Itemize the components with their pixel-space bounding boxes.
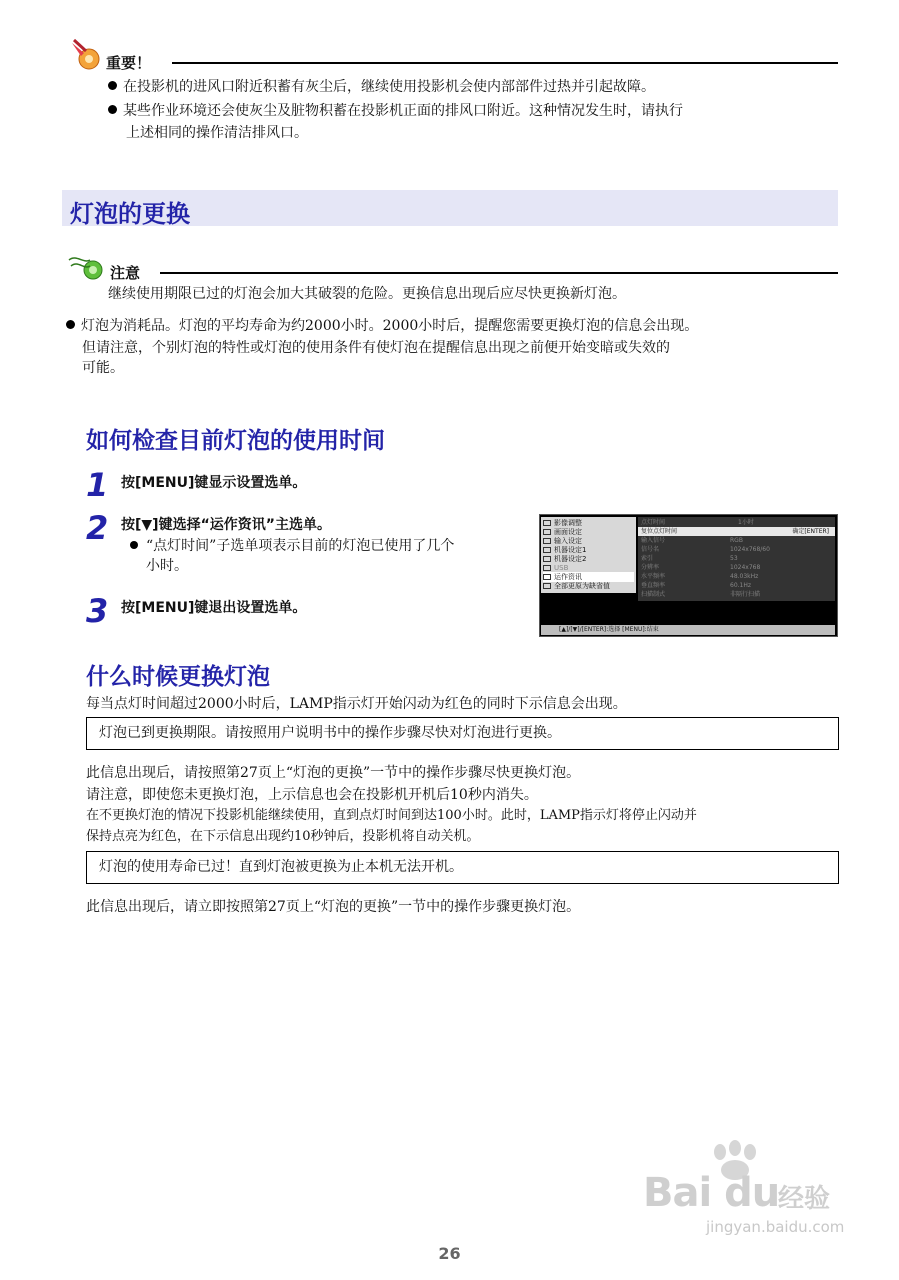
step-2-sub-1: “点灯时间”子选单项表示目前的灯泡已使用了几个: [130, 536, 454, 556]
menu-item: 机器设定2: [543, 554, 634, 564]
note-rule: [160, 272, 838, 274]
menu-detail-row: 扫描制式 非隔行扫描: [641, 591, 761, 598]
note-icon: [66, 250, 106, 286]
step-1-text: 按[MENU]键显示设置选单。: [121, 475, 307, 491]
lamp-info-line3: 可能。: [82, 360, 124, 376]
menu-item-selected: 运作资讯: [543, 572, 634, 582]
page-number: 26: [438, 1244, 461, 1263]
menu-detail-row-highlight: 复位点灯时间 确定[ENTER]: [638, 527, 835, 536]
watermark-url: jingyan.baidu.com: [706, 1218, 845, 1236]
bullet-dot: [108, 81, 117, 90]
when-para-2: 请注意，即使您未更换灯泡，上示信息也会在投影机开机后10秒内消失。: [86, 787, 538, 803]
step-3-text: 按[MENU]键退出设置选单。: [121, 600, 307, 616]
menu-item-icon: [543, 547, 551, 553]
bullet-dot: [66, 320, 75, 329]
menu-detail-row: 索引 53: [641, 555, 738, 562]
when-para-3a: 在不更换灯泡的情况下投影机能继续使用，直到点灯时间到达100小时。此时，LAMP指示灯将停止闪动并: [86, 808, 697, 823]
important-bullet-2: 某些作业环境还会使灰尘及脏物积蓄在投影机正面的排风口附近。这种情况发生时，请执行: [108, 100, 683, 122]
menu-detail-row: 垂直频率 60.1Hz: [641, 582, 752, 589]
note-text: 继续使用期限已过的灯泡会加大其破裂的危险。更换信息出现后应尽快更换新灯泡。: [108, 286, 626, 302]
menu-item-icon: [543, 520, 551, 526]
menu-detail-row: 水平频率 48.03kHz: [641, 573, 759, 580]
menu-item: 画面设定: [543, 527, 634, 537]
menu-item-icon: [543, 556, 551, 562]
menu-detail-row: 信号名 1024x768/60: [641, 546, 770, 553]
step-2-text: 按[▼]键选择“运作资讯”主选单。: [121, 517, 331, 533]
bullet-dot: [130, 541, 138, 549]
important-bullet-2-cont: 上述相同的操作清洁排风口。: [126, 125, 308, 141]
when-heading: 什么时候更换灯泡: [86, 664, 270, 690]
step-2-number: 2: [86, 509, 109, 547]
important-rule: [172, 62, 838, 64]
note-title: 注意: [110, 264, 141, 282]
step-1-number: 1: [86, 466, 109, 504]
when-intro: 每当点灯时间超过2000小时后，LAMP指示灯开始闪动为红色的同时下示信息会出现。: [86, 696, 627, 712]
watermark-jingyan: 经验: [778, 1184, 831, 1214]
message-box-replace: 灯泡已到更换期限。请按照用户说明书中的操作步骤尽快对灯泡进行更换。: [86, 717, 839, 750]
bullet-dot: [108, 105, 117, 114]
lamp-info-line2: 但请注意，个别灯泡的特性或灯泡的使用条件有使灯泡在提醒信息出现之前便开始变暗或失效的: [82, 340, 670, 356]
menu-item-icon: [543, 574, 551, 580]
menu-item: 影像调整: [543, 518, 634, 528]
section-title: 灯泡的更换: [70, 200, 190, 228]
when-para-1: 此信息出现后，请按照第27页上“灯泡的更换”一节中的操作步骤尽快更换灯泡。: [86, 765, 581, 781]
important-title: 重要！: [106, 54, 152, 72]
important-pin-icon: [68, 37, 102, 71]
menu-item-icon: [543, 565, 551, 571]
lamp-info-line1: 灯泡为消耗品。灯泡的平均寿命为约2000小时。2000小时后，提醒您需要更换灯泡的信息会出现。: [66, 316, 698, 336]
when-para-4: 此信息出现后，请立即按照第27页上“灯泡的更换”一节中的操作步骤更换灯泡。: [86, 899, 581, 915]
menu-detail-row: 输入信号 RGB: [641, 537, 743, 544]
watermark-brand: Bai du: [643, 1170, 780, 1216]
menu-item: 全部更原为缺省值: [543, 581, 634, 591]
menu-main-list: [541, 517, 636, 593]
menu-item-icon: [543, 529, 551, 535]
message-box-expired: 灯泡的使用寿命已过！直到灯泡被更换为止本机无法开机。: [86, 851, 839, 884]
menu-item: USB: [543, 563, 634, 573]
menu-detail-panel: [638, 517, 835, 601]
menu-detail-row: 点灯时间 1小时: [641, 519, 754, 526]
menu-detail-row: 分辨率 1024x768: [641, 564, 761, 571]
menu-footer-help: [▲]/[▼]/[ENTER]:选择 [MENU]:结束: [541, 625, 835, 635]
important-bullet-1: 在投影机的进风口附近积蓄有灰尘后，继续使用投影机会使内部部件过热并引起故障。: [108, 76, 655, 98]
menu-item-icon: [543, 538, 551, 544]
menu-item: 输入设定: [543, 536, 634, 546]
when-para-3b: 保持点亮为红色，在下示信息出现约10秒钟后，投影机将自动关机。: [86, 829, 480, 844]
step-2-sub-2: 小时。: [146, 558, 188, 574]
step-3-number: 3: [86, 592, 109, 630]
menu-item: 机器设定1: [543, 545, 634, 555]
menu-item-icon: [543, 583, 551, 589]
check-heading: 如何检查目前灯泡的使用时间: [86, 428, 385, 454]
